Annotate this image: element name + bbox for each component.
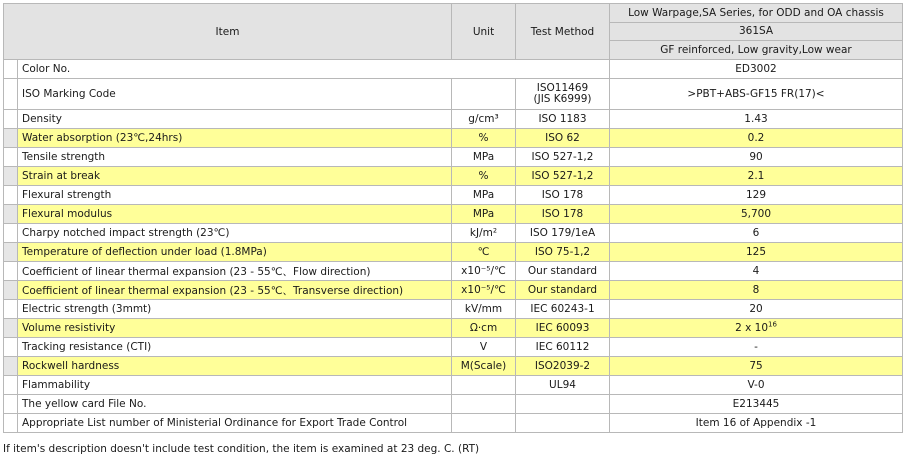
header-unit: Unit xyxy=(452,4,516,60)
cell-unit: MPa xyxy=(452,205,516,224)
value-text: 5,700 xyxy=(740,208,772,220)
cell-value xyxy=(610,148,903,167)
cell-item: Flexural strength xyxy=(18,186,452,205)
value-text: 0.2 xyxy=(747,132,765,144)
value-text: Item 16 of Appendix -1 xyxy=(695,417,817,429)
value-text: 6 xyxy=(752,227,760,239)
row-marker xyxy=(4,60,18,79)
row-marker xyxy=(4,129,18,148)
table-row xyxy=(4,79,903,110)
cell-item: ISO Marking Code xyxy=(18,79,452,110)
cell-value xyxy=(610,224,903,243)
value-text: V-0 xyxy=(747,379,765,391)
table-row xyxy=(4,129,903,148)
cell-unit: M(Scale) xyxy=(452,357,516,376)
cell-test-method: IEC 60243-1 xyxy=(516,300,610,319)
cell-unit: kV/mm xyxy=(452,300,516,319)
cell-value xyxy=(610,205,903,224)
cell-unit xyxy=(452,376,516,395)
cell-unit: % xyxy=(452,129,516,148)
table-row xyxy=(4,148,903,167)
cell-item: Volume resistivity xyxy=(18,319,452,338)
value-text: E213445 xyxy=(732,398,780,410)
row-marker xyxy=(4,262,18,281)
row-marker xyxy=(4,148,18,167)
cell-item: Charpy notched impact strength (23℃) xyxy=(18,224,452,243)
cell-unit: V xyxy=(452,338,516,357)
header-item: Item xyxy=(4,4,452,60)
value-exponent: 16 xyxy=(768,320,777,329)
table-row xyxy=(4,319,903,338)
cell-unit: x10⁻⁵/℃ xyxy=(452,262,516,281)
cell-unit: g/cm³ xyxy=(452,110,516,129)
row-marker xyxy=(4,186,18,205)
table-row xyxy=(4,110,903,129)
cell-test-method xyxy=(516,414,610,433)
table-row xyxy=(4,167,903,186)
cell-unit: % xyxy=(452,167,516,186)
cell-test-method xyxy=(516,395,610,414)
value-text: 75 xyxy=(749,360,763,372)
cell-value xyxy=(610,167,903,186)
cell-unit: MPa xyxy=(452,186,516,205)
cell-test-method: ISO 62 xyxy=(516,129,610,148)
cell-unit: Ω·cm xyxy=(452,319,516,338)
table-row xyxy=(4,300,903,319)
value-text: 20 xyxy=(749,303,763,315)
cell-unit xyxy=(452,79,516,110)
cell-unit: kJ/m² xyxy=(452,224,516,243)
value-text: 2.1 xyxy=(747,170,765,182)
properties-table xyxy=(3,3,903,433)
row-marker xyxy=(4,319,18,338)
table-row xyxy=(4,281,903,300)
cell-value xyxy=(610,357,903,376)
table-row xyxy=(4,376,903,395)
cell-item: Temperature of deflection under load (1.8MPa) xyxy=(18,243,452,262)
row-marker xyxy=(4,167,18,186)
cell-item: Strain at break xyxy=(18,167,452,186)
value-text: 2 x 10 xyxy=(735,322,768,334)
value-text: 90 xyxy=(749,151,763,163)
cell-item: Coefficient of linear thermal expansion (23 - 55℃、Transverse direction) xyxy=(18,281,452,300)
cell-value xyxy=(610,376,903,395)
cell-item: Water absorption (23℃,24hrs) xyxy=(18,129,452,148)
cell-value xyxy=(610,281,903,300)
cell-value xyxy=(610,395,903,414)
value-text: - xyxy=(754,341,758,353)
row-marker xyxy=(4,79,18,110)
cell-test-method: UL94 xyxy=(516,376,610,395)
table-row xyxy=(4,357,903,376)
header-test-method: Test Method xyxy=(516,4,610,60)
table-row xyxy=(4,414,903,433)
cell-item: Flammability xyxy=(18,376,452,395)
cell-value xyxy=(610,110,903,129)
cell-test-method: ISO2039-2 xyxy=(516,357,610,376)
cell-unit xyxy=(452,395,516,414)
cell-test-method: IEC 60112 xyxy=(516,338,610,357)
cell-value xyxy=(610,319,903,338)
cell-test-method: Our standard xyxy=(516,262,610,281)
cell-test-method: Our standard xyxy=(516,281,610,300)
header-grade: 361SA xyxy=(610,22,903,41)
cell-value xyxy=(610,414,903,433)
cell-item: Flexural modulus xyxy=(18,205,452,224)
cell-item: Color No. xyxy=(18,60,610,79)
cell-item: Tracking resistance (CTI) xyxy=(18,338,452,357)
value-text: 1.43 xyxy=(744,113,768,125)
table-row xyxy=(4,60,903,79)
cell-test-method: IEC 60093 xyxy=(516,319,610,338)
cell-value xyxy=(610,262,903,281)
value-text: 4 xyxy=(752,265,760,277)
cell-test-method: ISO 178 xyxy=(516,186,610,205)
row-marker xyxy=(4,376,18,395)
header-features: GF reinforced, Low gravity,Low wear xyxy=(610,41,903,60)
value-text: >PBT+ABS-GF15 FR(17)< xyxy=(687,88,825,100)
row-marker xyxy=(4,281,18,300)
table-row xyxy=(4,186,903,205)
cell-unit: MPa xyxy=(452,148,516,167)
cell-test-method: ISO 527-1,2 xyxy=(516,148,610,167)
row-marker xyxy=(4,243,18,262)
value-text: 129 xyxy=(745,189,767,201)
row-marker xyxy=(4,414,18,433)
table-row xyxy=(4,205,903,224)
cell-value xyxy=(610,243,903,262)
row-marker xyxy=(4,205,18,224)
cell-unit: ℃ xyxy=(452,243,516,262)
cell-test-method: ISO 178 xyxy=(516,205,610,224)
table-row xyxy=(4,224,903,243)
value-text: 8 xyxy=(752,284,760,296)
cell-item: Density xyxy=(18,110,452,129)
cell-test-method: ISO 75-1,2 xyxy=(516,243,610,262)
cell-test-method: ISO 1183 xyxy=(516,110,610,129)
row-marker xyxy=(4,300,18,319)
cell-item: Electric strength (3mmt) xyxy=(18,300,452,319)
cell-unit xyxy=(452,414,516,433)
row-marker xyxy=(4,338,18,357)
cell-value xyxy=(610,338,903,357)
value-text: ED3002 xyxy=(735,63,777,75)
row-marker xyxy=(4,395,18,414)
cell-unit: x10⁻⁵/℃ xyxy=(452,281,516,300)
cell-item: Appropriate List number of Ministerial Ordinance for Export Trade Control xyxy=(18,414,452,433)
cell-test-method: ISO11469 (JIS K6999) xyxy=(516,79,610,110)
row-marker xyxy=(4,357,18,376)
table-row xyxy=(4,338,903,357)
row-marker xyxy=(4,110,18,129)
cell-value xyxy=(610,60,903,79)
cell-item: Rockwell hardness xyxy=(18,357,452,376)
cell-value xyxy=(610,129,903,148)
row-marker xyxy=(4,224,18,243)
cell-value xyxy=(610,186,903,205)
footnote: If item's description doesn't include test condition, the item is examined at 23 deg. C. (RT) xyxy=(3,443,480,455)
value-text: 125 xyxy=(745,246,767,258)
cell-test-method: ISO 179/1eA xyxy=(516,224,610,243)
cell-value xyxy=(610,79,903,110)
cell-item: The yellow card File No. xyxy=(18,395,452,414)
cell-value xyxy=(610,300,903,319)
table-row xyxy=(4,395,903,414)
cell-item: Coefficient of linear thermal expansion (23 - 55℃、Flow direction) xyxy=(18,262,452,281)
cell-test-method: ISO 527-1,2 xyxy=(516,167,610,186)
header-series: Low Warpage,SA Series, for ODD and OA chassis xyxy=(610,4,903,23)
table-row xyxy=(4,262,903,281)
table-row xyxy=(4,243,903,262)
cell-item: Tensile strength xyxy=(18,148,452,167)
